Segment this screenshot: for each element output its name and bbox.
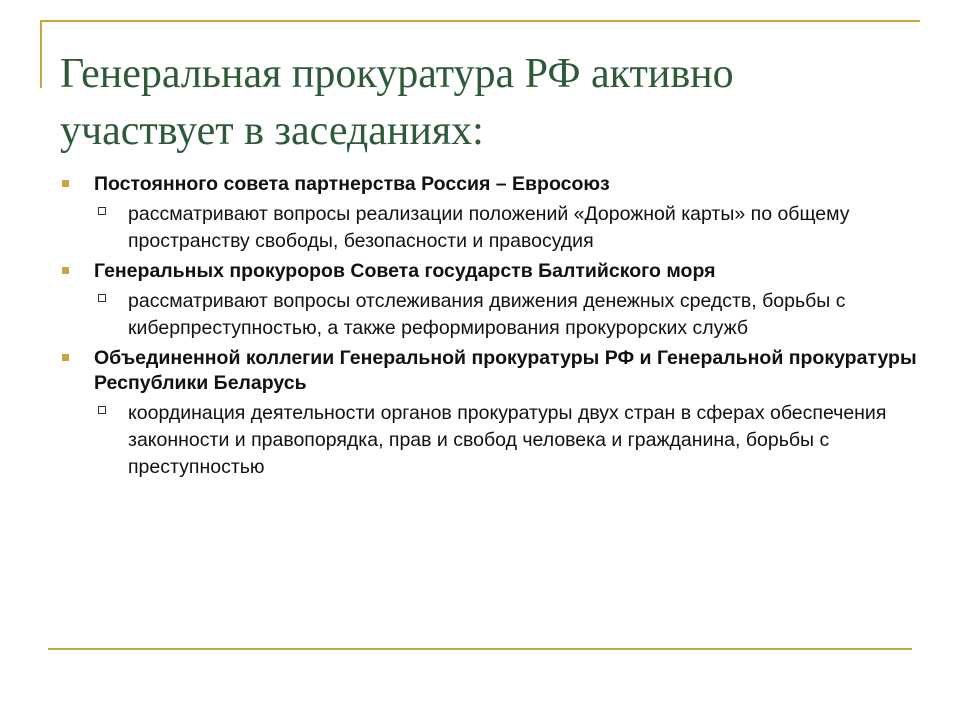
sub-list-item [60,288,920,342]
list-item [60,259,920,284]
list-item-heading: Объединенной коллегии Генеральной прокуратуры РФ и Генеральной прокуратуры Республики Беларусь [94,347,917,394]
bullet-list [60,172,920,485]
list-item-heading: Постоянного совета партнерства Россия – Евросоюз [94,173,610,195]
list-item [60,172,920,197]
frame-top-line [40,20,920,22]
hollow-square-bullet-icon [98,207,106,215]
sub-list-item [60,400,920,481]
frame-bottom-line [48,648,912,650]
square-bullet-icon [62,354,69,361]
sub-list-item-text: рассматривают вопросы реализации положений «Дорожной карты» по общему пространству свободы, безопасности и правосудия [128,203,850,252]
hollow-square-bullet-icon [98,406,106,414]
sub-list-item-text: координация деятельности органов прокуратуры двух стран в сферах обеспечения законности и правопорядка, прав и свобод человека и гражданина, борьбы с преступностью [128,402,887,478]
hollow-square-bullet-icon [98,294,106,302]
square-bullet-icon [62,180,69,187]
sub-list-item-text: рассматривают вопросы отслеживания движения денежных средств, борьбы с киберпреступностью, а также реформирования прокурорских служб [128,290,846,339]
square-bullet-icon [62,267,69,274]
sub-list-item [60,201,920,255]
frame-left-line [40,20,42,88]
slide-title: Генеральная прокуратура РФ активно участвует в заседаниях: [60,51,734,154]
list-item-heading: Генеральных прокуроров Совета государств Балтийского моря [94,260,716,282]
list-item [60,346,920,396]
